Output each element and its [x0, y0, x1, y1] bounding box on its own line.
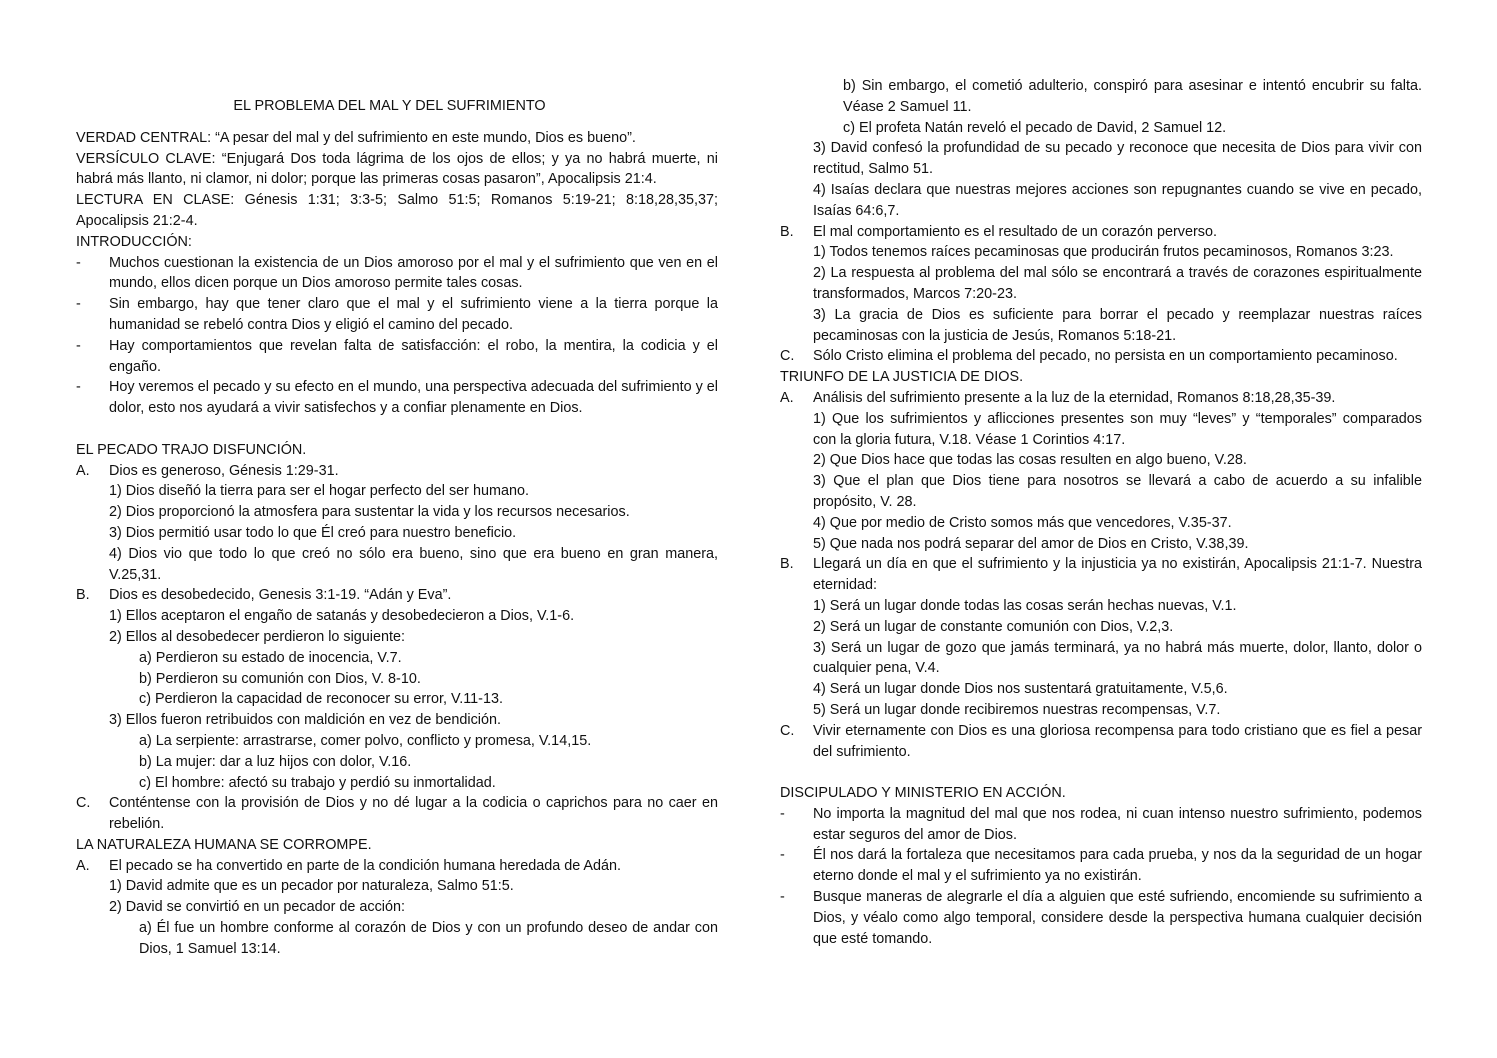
point-text: Llegará un día en que el sufrimiento y la injusticia ya no existirán, Apocalipsis 21:1-7. Nuestra eternidad: [813, 556, 1422, 594]
sub-sub-item: c) Perdieron la capacidad de reconocer su error, V.11-13. [139, 691, 503, 708]
sub-item: 5) Será un lugar donde recibiremos nuestras recompensas, V.7. [813, 701, 1221, 718]
intro-bullet [76, 377, 718, 419]
sub-sub-item: c) El hombre: afectó su trabajo y perdió su inmortalidad. [139, 774, 496, 791]
letter-marker: A. [76, 857, 90, 874]
letter-marker: B. [76, 587, 90, 604]
sub-item: 4) Será un lugar donde Dios nos sustentará gratuitamente, V.5,6. [813, 681, 1228, 698]
point-text: Sólo Cristo elimina el problema del pecado, no persista en un comportamiento pecaminoso. [813, 348, 1398, 365]
sub-item: 4) Dios vio que todo lo que creó no sólo era bueno, sino que era bueno en gran manera, V.25,31. [109, 545, 718, 583]
point-c [780, 721, 1422, 763]
point-c [76, 793, 718, 835]
letter-marker: C. [780, 722, 795, 739]
dash-marker: - [76, 379, 81, 396]
introduccion-heading: INTRODUCCIÓN: [76, 233, 192, 250]
point-text: Vivir eternamente con Dios es una gloriosa recompensa para todo cristiano que es fiel a pesar del sufrimiento. [813, 722, 1422, 760]
point-a [76, 856, 718, 877]
action-bullet-text: No importa la magnitud del mal que nos rodea, ni cuan intenso nuestro sufrimiento, podemos estar seguros del amor de Dios. [813, 805, 1422, 843]
sub-item: 1) David admite que es un pecador por naturaleza, Salmo 51:5. [109, 878, 514, 895]
action-bullet [780, 887, 1422, 949]
left-column [76, 76, 718, 960]
sub-item: 3) David confesó la profundidad de su pecado y reconoce que necesita de Dios para vivir con rectitud, Salmo 51. [813, 140, 1422, 178]
action-bullet-text: Busque maneras de alegrarle el día a alguien que esté sufriendo, encomiende su sufrimiento a Dios, y véalo como algo temporal, considere desde la perspectiva humana cualquier decisión que esté tomando. [813, 889, 1422, 947]
section-heading-discipulado: DISCIPULADO Y MINISTERIO EN ACCIÓN. [780, 785, 1066, 802]
sub-item: 2) David se convirtió en un pecador de acción: [109, 899, 405, 916]
section-heading-naturaleza: LA NATURALEZA HUMANA SE CORROMPE. [76, 836, 372, 853]
versiculo-clave: VERSÍCULO CLAVE: “Enjugará Dos toda lágrima de los ojos de ellos; y ya no habrá muerte, ni habrá más llanto, ni clamor, ni dolor; porque las primeras cosas pasaron”, Apocalipsis 21:4. [76, 150, 718, 188]
sub-sub-item: b) Sin embargo, el cometió adulterio, conspiró para asesinar e intentó encubrir su falta. Véase 2 Samuel 11. [843, 78, 1422, 115]
intro-bullet [76, 336, 718, 378]
letter-marker: A. [76, 462, 90, 479]
letter-marker: C. [76, 795, 91, 812]
point-text: Conténtense con la provisión de Dios y no dé lugar a la codicia o caprichos para no caer en rebelión. [109, 795, 718, 833]
spacer [780, 762, 1422, 783]
sub-sub-item: c) El profeta Natán reveló el pecado de David, 2 Samuel 12. [843, 119, 1227, 136]
action-bullet [780, 845, 1422, 887]
intro-bullet [76, 253, 718, 295]
sub-item: 3) Será un lugar de gozo que jamás terminará, ya no habrá más muerte, dolor, llanto, dolor o cualquier pena, V.4. [813, 639, 1422, 677]
sub-item: 3) Que el plan que Dios tiene para nosotros se llevará a cabo de acuerdo a su infalible propósito, V. 28. [813, 473, 1422, 510]
sub-item: 3) Ellos fueron retribuidos con maldición en vez de bendición. [109, 712, 501, 729]
intro-bullet-text: Hoy veremos el pecado y su efecto en el mundo, una perspectiva adecuada del sufrimiento y el dolor, esto nos ayudará a vivir satisfechos y a confiar plenamente en Dios. [109, 379, 718, 417]
dash-marker: - [780, 805, 785, 822]
action-bullet-text: Él nos dará la fortaleza que necesitamos para cada prueba, y nos da la seguridad de un hogar eterno donde el mal y el sufrimiento ya no existirán. [813, 847, 1422, 885]
intro-bullet-text: Sin embargo, hay que tener claro que el mal y el sufrimiento viene a la tierra porque la humanidad se rebeló contra Dios y eligió el camino del pecado. [109, 296, 718, 333]
sub-item: 1) Ellos aceptaron el engaño de satanás y desobedecieron a Dios, V.1-6. [109, 608, 575, 625]
dash-marker: - [780, 889, 785, 906]
sub-item: 2) Que Dios hace que todas las cosas resulten en algo bueno, V.28. [813, 452, 1247, 469]
verdad-central: VERDAD CENTRAL: “A pesar del mal y del sufrimiento en este mundo, Dios es bueno”. [76, 129, 636, 146]
sub-item: 2) Será un lugar de constante comunión con Dios, V.2,3. [813, 618, 1174, 635]
dash-marker: - [76, 337, 81, 354]
point-text: Análisis del sufrimiento presente a la luz de la eternidad, Romanos 8:18,28,35-39. [813, 389, 1336, 406]
sub-sub-item: a) La serpiente: arrastrarse, comer polvo, conflicto y promesa, V.14,15. [139, 732, 592, 749]
sub-sub-item: b) La mujer: dar a luz hijos con dolor, V.16. [139, 753, 412, 770]
sub-item: 2) Ellos al desobedecer perdieron lo siguiente: [109, 628, 405, 645]
right-column [780, 76, 1422, 949]
point-b [76, 585, 718, 606]
letter-marker: B. [780, 223, 794, 240]
sub-item: 3) La gracia de Dios es suficiente para borrar el pecado y reemplazar nuestras raíces pecaminosas con la justicia de Jesús, Romanos 5:18-21. [813, 306, 1422, 344]
point-c [780, 346, 1422, 367]
point-a [780, 388, 1422, 409]
intro-bullet-text: Hay comportamientos que revelan falta de satisfacción: el robo, la mentira, la codicia y el engaño. [109, 337, 718, 375]
sub-item: 1) Será un lugar donde todas las cosas serán hechas nuevas, V.1. [813, 597, 1237, 614]
sub-item: 1) Que los sufrimientos y aflicciones presentes son muy “leves” y “temporales” comparados con la gloria futura, V.18. Véase 1 Corintios 4:17. [813, 410, 1422, 448]
point-text: El mal comportamiento es el resultado de un corazón perverso. [813, 223, 1217, 240]
sub-item: 4) Isaías declara que nuestras mejores acciones son repugnantes cuando se vive en pecado, Isaías 64:6,7. [813, 181, 1422, 219]
letter-marker: C. [780, 348, 795, 365]
sub-item: 1) Todos tenemos raíces pecaminosas que producirán frutos pecaminosos, Romanos 3:23. [813, 244, 1394, 261]
sub-item: 2) La respuesta al problema del mal sólo se encontrará a través de corazones espiritualmente transformados, Marcos 7:20-23. [813, 265, 1422, 302]
section-heading-pecado: EL PECADO TRAJO DISFUNCIÓN. [76, 441, 307, 458]
sub-sub-item: a) Perdieron su estado de inocencia, V.7. [139, 649, 402, 666]
intro-bullet [76, 294, 718, 336]
action-bullet [780, 804, 1422, 846]
section-heading-triunfo: TRIUNFO DE LA JUSTICIA DE DIOS. [780, 369, 1024, 386]
point-text: El pecado se ha convertido en parte de la condición humana heredada de Adán. [109, 857, 622, 874]
letter-marker: B. [780, 556, 794, 573]
sub-item: 3) Dios permitió usar todo lo que Él creó para nuestro beneficio. [109, 524, 517, 541]
point-a [76, 461, 718, 482]
point-b [780, 222, 1422, 243]
dash-marker: - [76, 296, 81, 313]
point-text: Dios es generoso, Génesis 1:29-31. [109, 462, 339, 479]
sub-sub-item: b) Perdieron su comunión con Dios, V. 8-10. [139, 670, 421, 687]
intro-bullet-text: Muchos cuestionan la existencia de un Dios amoroso por el mal y el sufrimiento que ven en el mundo, ellos dicen porque un Dios amoroso permite tales cosas. [109, 254, 718, 292]
point-text: Dios es desobedecido, Genesis 3:1-19. “Adán y Eva”. [109, 587, 452, 604]
lectura-en-clase: LECTURA EN CLASE: Génesis 1:31; 3:3-5; Salmo 51:5; Romanos 5:19-21; 8:18,28,35,37; Apocalipsis 21:2-4. [76, 192, 718, 229]
sub-item: 4) Que por medio de Cristo somos más que vencedores, V.35-37. [813, 514, 1232, 531]
dash-marker: - [76, 254, 81, 271]
dash-marker: - [780, 847, 785, 864]
document-title: EL PROBLEMA DEL MAL Y DEL SUFRIMIENTO [233, 98, 546, 114]
sub-item: 1) Dios diseñó la tierra para ser el hogar perfecto del ser humano. [109, 483, 529, 500]
sub-item: 2) Dios proporcionó la atmosfera para sustentar la vida y los recursos necesarios. [109, 504, 630, 521]
spacer [76, 419, 718, 440]
sub-item: 5) Que nada nos podrá separar del amor de Dios en Cristo, V.38,39. [813, 535, 1249, 552]
point-b [780, 554, 1422, 596]
sub-sub-item: a) Él fue un hombre conforme al corazón de Dios y con un profundo deseo de andar con Dios, 1 Samuel 13:14. [139, 920, 718, 957]
letter-marker: A. [780, 389, 794, 406]
